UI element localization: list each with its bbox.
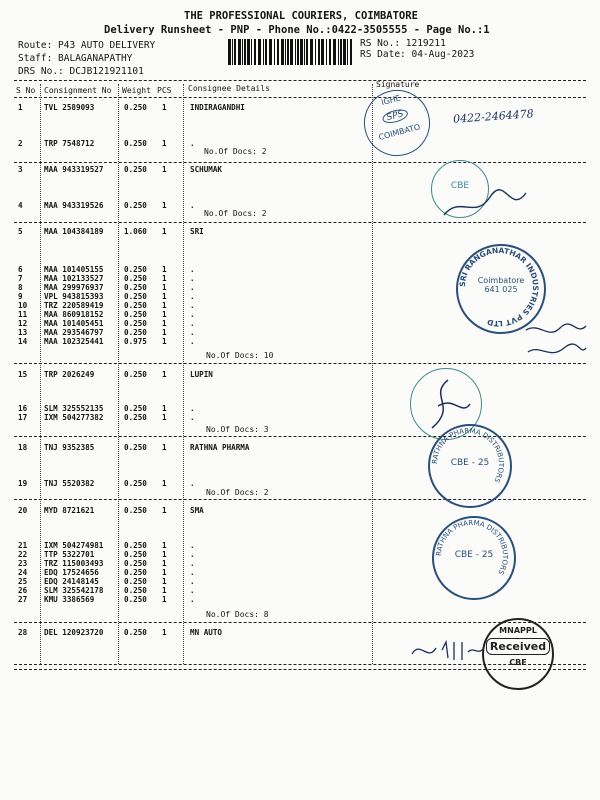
row-consignee: . bbox=[190, 595, 195, 604]
row-sno: 1 bbox=[18, 103, 23, 112]
row-weight: 0.250 bbox=[124, 541, 147, 550]
distributor-stamp: CBE - 25 bbox=[428, 424, 512, 508]
row-consignee: SRI bbox=[190, 227, 204, 236]
row-consignment-no: EDQ 24148145 bbox=[44, 577, 99, 586]
distributor-stamp-ring bbox=[432, 516, 512, 596]
row-pcs: 1 bbox=[162, 413, 167, 422]
row-pcs: 1 bbox=[162, 274, 167, 283]
col-consignment: Consignment No bbox=[44, 86, 112, 95]
row-consignee: MN AUTO bbox=[190, 628, 223, 637]
row-sno: 24 bbox=[18, 568, 28, 577]
distributor-stamp-ring bbox=[428, 424, 508, 504]
row-consignee: . bbox=[190, 319, 195, 328]
row-sno: 4 bbox=[18, 201, 23, 210]
row-sno: 8 bbox=[18, 283, 23, 292]
row-weight: 0.250 bbox=[124, 586, 147, 595]
row-consignee: . bbox=[190, 404, 195, 413]
row-pcs: 1 bbox=[162, 265, 167, 274]
row-weight: 0.250 bbox=[124, 628, 147, 637]
row-pcs: 1 bbox=[162, 568, 167, 577]
rs-number: RS No.: 1219211 bbox=[360, 38, 446, 49]
row-sno: 5 bbox=[18, 227, 23, 236]
row-sno: 10 bbox=[18, 301, 28, 310]
svg-text:RATHNA PHARMA DISTRIBUTORS: RATHNA PHARMA DISTRIBUTORS bbox=[430, 426, 506, 484]
barcode bbox=[228, 39, 354, 65]
row-consignee: . bbox=[190, 274, 195, 283]
row-consignee: . bbox=[190, 283, 195, 292]
row-sno: 2 bbox=[18, 139, 23, 148]
row-weight: 0.250 bbox=[124, 301, 147, 310]
row-pcs: 1 bbox=[162, 550, 167, 559]
row-sno: 6 bbox=[18, 265, 23, 274]
row-sno: 13 bbox=[18, 328, 28, 337]
row-consignee: SMA bbox=[190, 506, 204, 515]
row-pcs: 1 bbox=[162, 443, 167, 452]
row-pcs: 1 bbox=[162, 628, 167, 637]
row-consignment-no: KMU 3386569 bbox=[44, 595, 95, 604]
row-consignment-no: TVL 2589093 bbox=[44, 103, 95, 112]
row-consignment-no: MAA 104384189 bbox=[44, 227, 104, 236]
signature-scribble bbox=[408, 636, 488, 666]
row-consignment-no: MAA 101405451 bbox=[44, 319, 104, 328]
row-pcs: 1 bbox=[162, 370, 167, 379]
row-weight: 0.250 bbox=[124, 568, 147, 577]
row-consignee: . bbox=[190, 413, 195, 422]
row-weight: 0.250 bbox=[124, 328, 147, 337]
col-consignee: Consignee Details bbox=[188, 84, 270, 93]
customer-stamp: IGHE SPS COIMBATO bbox=[357, 83, 438, 164]
row-pcs: 1 bbox=[162, 165, 167, 174]
received-stamp: MNAPPL Received CBE bbox=[482, 618, 554, 690]
svg-text:RATHNA PHARMA DISTRIBUTORS: RATHNA PHARMA DISTRIBUTORS bbox=[434, 518, 510, 576]
col-divider bbox=[118, 84, 119, 664]
row-pcs: 1 bbox=[162, 139, 167, 148]
distributor-stamp: CBE - 25 bbox=[432, 516, 516, 600]
row-sno: 3 bbox=[18, 165, 23, 174]
row-consignee: . bbox=[190, 292, 195, 301]
row-consignment-no: VPL 943815393 bbox=[44, 292, 104, 301]
row-consignment-no: MAA 943319527 bbox=[44, 165, 104, 174]
row-consignment-no: MAA 102325441 bbox=[44, 337, 104, 346]
row-consignment-no: IXM 504274981 bbox=[44, 541, 104, 550]
row-sno: 17 bbox=[18, 413, 28, 422]
row-pcs: 1 bbox=[162, 404, 167, 413]
row-sno: 18 bbox=[18, 443, 28, 452]
row-consignee: . bbox=[190, 541, 195, 550]
staff-label: Staff: BALAGANAPATHY bbox=[18, 53, 133, 64]
doc-count: No.Of Docs: 10 bbox=[206, 351, 274, 360]
doc-count: No.Of Docs: 2 bbox=[204, 147, 267, 156]
handwritten-phone: 0422-2464478 bbox=[452, 107, 535, 126]
row-weight: 0.250 bbox=[124, 201, 147, 210]
customer-stamp: CBE bbox=[431, 160, 489, 218]
row-weight: 0.250 bbox=[124, 443, 147, 452]
row-consignee: . bbox=[190, 550, 195, 559]
group-rule bbox=[14, 162, 586, 163]
row-consignee: LUPIN bbox=[190, 370, 213, 379]
column-header-rule bbox=[14, 97, 586, 98]
row-weight: 0.250 bbox=[124, 283, 147, 292]
doc-count: No.Of Docs: 8 bbox=[206, 610, 269, 619]
row-weight: 0.250 bbox=[124, 413, 147, 422]
col-pcs: PCS bbox=[157, 86, 172, 95]
row-weight: 0.250 bbox=[124, 479, 147, 488]
svg-text:SRI RANGANATHAR INDUSTRIES PVT: SRI RANGANATHAR INDUSTRIES PVT LTD bbox=[457, 245, 541, 329]
col-divider bbox=[183, 84, 184, 664]
row-consignment-no: TRZ 115003493 bbox=[44, 559, 104, 568]
row-consignee: . bbox=[190, 586, 195, 595]
row-pcs: 1 bbox=[162, 595, 167, 604]
row-consignee: . bbox=[190, 310, 195, 319]
row-consignment-no: MAA 293546797 bbox=[44, 328, 104, 337]
group-rule bbox=[14, 363, 586, 364]
row-weight: 0.250 bbox=[124, 506, 147, 515]
row-weight: 0.250 bbox=[124, 550, 147, 559]
row-consignment-no: TNJ 9352385 bbox=[44, 443, 95, 452]
doc-count: No.Of Docs: 2 bbox=[206, 488, 269, 497]
row-pcs: 1 bbox=[162, 201, 167, 210]
row-consignment-no: TRP 7548712 bbox=[44, 139, 95, 148]
row-consignment-no: DEL 120923720 bbox=[44, 628, 104, 637]
row-sno: 9 bbox=[18, 292, 23, 301]
row-pcs: 1 bbox=[162, 586, 167, 595]
row-consignee: . bbox=[190, 201, 195, 210]
row-consignee: INDIRAGANDHI bbox=[190, 103, 245, 112]
row-consignment-no: TRP 2026249 bbox=[44, 370, 95, 379]
row-consignment-no: MAA 102133527 bbox=[44, 274, 104, 283]
row-sno: 25 bbox=[18, 577, 28, 586]
row-sno: 20 bbox=[18, 506, 28, 515]
col-divider bbox=[40, 84, 41, 664]
row-consignee: . bbox=[190, 568, 195, 577]
row-consignment-no: MAA 101405155 bbox=[44, 265, 104, 274]
row-consignee: . bbox=[190, 265, 195, 274]
row-weight: 0.250 bbox=[124, 265, 147, 274]
row-pcs: 1 bbox=[162, 541, 167, 550]
row-pcs: 1 bbox=[162, 227, 167, 236]
header-rule bbox=[14, 80, 586, 81]
row-weight: 0.250 bbox=[124, 559, 147, 568]
row-sno: 11 bbox=[18, 310, 28, 319]
row-weight: 0.250 bbox=[124, 165, 147, 174]
row-consignment-no: SLM 325542178 bbox=[44, 586, 104, 595]
row-pcs: 1 bbox=[162, 328, 167, 337]
row-pcs: 1 bbox=[162, 310, 167, 319]
row-consignee: . bbox=[190, 301, 195, 310]
row-consignment-no: TNJ 5520382 bbox=[44, 479, 95, 488]
row-pcs: 1 bbox=[162, 103, 167, 112]
row-consignee: . bbox=[190, 559, 195, 568]
company-seal: Coimbatore 641 025 bbox=[456, 244, 546, 334]
signature-scribble bbox=[440, 185, 530, 225]
row-consignee: . bbox=[190, 577, 195, 586]
row-consignment-no: EDQ 17524656 bbox=[44, 568, 99, 577]
row-consignment-no: MAA 943319526 bbox=[44, 201, 104, 210]
row-consignment-no: MAA 299976937 bbox=[44, 283, 104, 292]
signature-scribble bbox=[520, 318, 590, 362]
row-consignee: . bbox=[190, 479, 195, 488]
row-sno: 7 bbox=[18, 274, 23, 283]
row-consignee: SCHUMAK bbox=[190, 165, 223, 174]
row-consignee: . bbox=[190, 139, 195, 148]
route-label: Route: P43 AUTO DELIVERY bbox=[18, 40, 156, 51]
row-weight: 0.250 bbox=[124, 103, 147, 112]
row-weight: 0.975 bbox=[124, 337, 147, 346]
row-sno: 22 bbox=[18, 550, 28, 559]
drs-number: DRS No.: DCJB121921101 bbox=[18, 66, 144, 77]
row-sno: 28 bbox=[18, 628, 28, 637]
row-weight: 0.250 bbox=[124, 404, 147, 413]
row-pcs: 1 bbox=[162, 577, 167, 586]
row-sno: 21 bbox=[18, 541, 28, 550]
row-weight: 0.250 bbox=[124, 139, 147, 148]
row-consignee: . bbox=[190, 328, 195, 337]
row-consignee: RATHNA PHARMA bbox=[190, 443, 250, 452]
row-consignment-no: MAA 860918152 bbox=[44, 310, 104, 319]
col-sno: S No bbox=[16, 86, 36, 95]
row-weight: 0.250 bbox=[124, 370, 147, 379]
row-weight: 0.250 bbox=[124, 292, 147, 301]
row-sno: 12 bbox=[18, 319, 28, 328]
doc-count: No.Of Docs: 2 bbox=[204, 209, 267, 218]
row-consignment-no: MYD 8721621 bbox=[44, 506, 95, 515]
row-pcs: 1 bbox=[162, 301, 167, 310]
row-pcs: 1 bbox=[162, 479, 167, 488]
row-sno: 26 bbox=[18, 586, 28, 595]
row-pcs: 1 bbox=[162, 559, 167, 568]
row-weight: 0.250 bbox=[124, 274, 147, 283]
runsheet-subtitle: Delivery Runsheet - PNP - Phone No.:0422-3505555 - Page No.:1 bbox=[104, 24, 490, 36]
col-divider bbox=[372, 84, 373, 664]
row-weight: 0.250 bbox=[124, 577, 147, 586]
row-pcs: 1 bbox=[162, 292, 167, 301]
row-sno: 14 bbox=[18, 337, 28, 346]
row-consignee: . bbox=[190, 337, 195, 346]
row-consignment-no: SLM 325552135 bbox=[44, 404, 104, 413]
rs-date: RS Date: 04-Aug-2023 bbox=[360, 49, 475, 60]
row-sno: 23 bbox=[18, 559, 28, 568]
row-pcs: 1 bbox=[162, 506, 167, 515]
row-consignment-no: TTP 5322701 bbox=[44, 550, 95, 559]
col-weight: Weight bbox=[122, 86, 151, 95]
row-consignment-no: TRZ 220589419 bbox=[44, 301, 104, 310]
row-weight: 0.250 bbox=[124, 595, 147, 604]
row-weight: 1.060 bbox=[124, 227, 147, 236]
row-sno: 15 bbox=[18, 370, 28, 379]
row-consignment-no: IXM 504277382 bbox=[44, 413, 104, 422]
row-pcs: 1 bbox=[162, 337, 167, 346]
col-signature: Signature bbox=[376, 80, 420, 89]
row-weight: 0.250 bbox=[124, 310, 147, 319]
row-sno: 27 bbox=[18, 595, 28, 604]
doc-count: No.Of Docs: 3 bbox=[206, 425, 269, 434]
row-sno: 16 bbox=[18, 404, 28, 413]
row-sno: 19 bbox=[18, 479, 28, 488]
row-pcs: 1 bbox=[162, 283, 167, 292]
company-title: THE PROFESSIONAL COURIERS, COIMBATORE bbox=[184, 10, 418, 22]
row-pcs: 1 bbox=[162, 319, 167, 328]
row-weight: 0.250 bbox=[124, 319, 147, 328]
